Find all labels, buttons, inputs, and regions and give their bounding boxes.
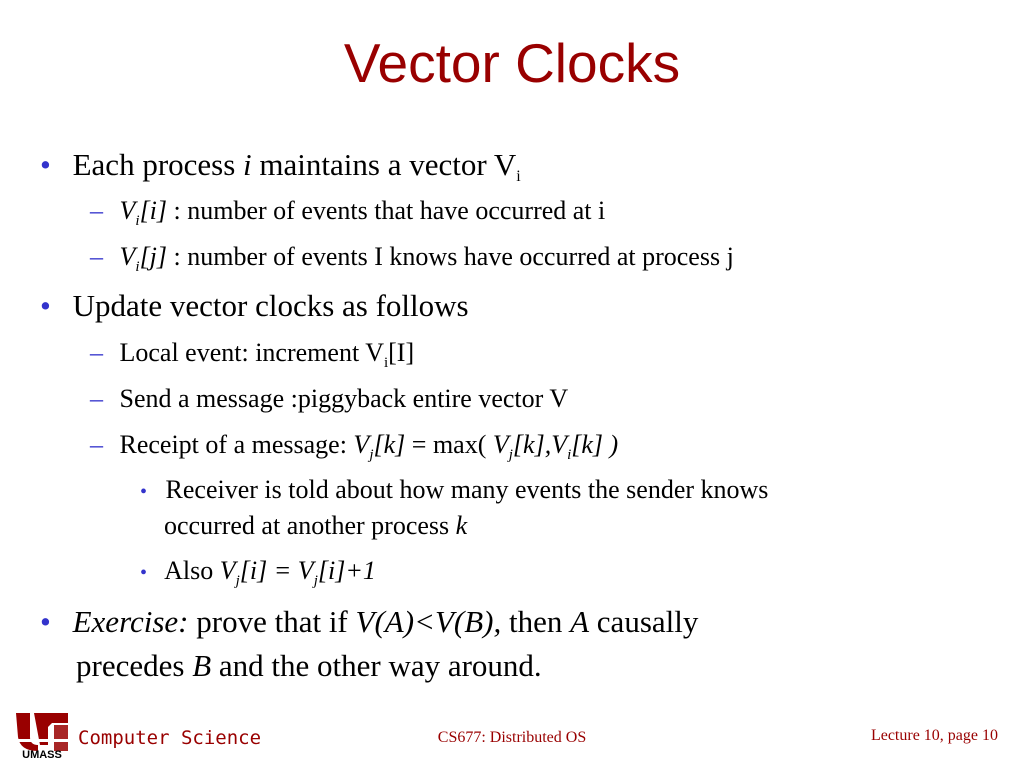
note-2-text: Also bbox=[164, 556, 220, 585]
bullet-1-sub-1-text: : number of events that have occurred at i bbox=[167, 196, 606, 225]
bullet-2-sub-2-text: Send a message :piggyback entire vector V bbox=[119, 384, 569, 413]
var-index: [k] ) bbox=[571, 430, 619, 459]
bullet-2-sub-3-note-1-cont bbox=[164, 510, 467, 542]
bullet-2-sub-3-note-2 bbox=[140, 555, 376, 589]
var-sub: i bbox=[383, 355, 389, 371]
bullet-marker: • bbox=[40, 288, 51, 323]
var-sub: j bbox=[508, 447, 513, 463]
bullet-marker: • bbox=[140, 481, 148, 503]
var-sub: j bbox=[235, 573, 240, 589]
bullet-3-text-a: prove that if bbox=[188, 604, 356, 639]
note-1-line-2: occurred at another process bbox=[164, 511, 456, 540]
dash-marker: – bbox=[90, 430, 103, 459]
bullet-2-sub-2 bbox=[90, 383, 569, 415]
bullet-1-i: i bbox=[243, 147, 252, 182]
bullet-2-sub-1-tail: [I] bbox=[388, 338, 415, 367]
department-label: Computer Science bbox=[78, 727, 262, 749]
bullet-1-sub: i bbox=[516, 168, 521, 185]
bullet-1-sub-2-text: : number of events I knows have occurred at process j bbox=[167, 242, 734, 271]
bullet-2-sub-1 bbox=[90, 337, 415, 371]
bullet-3-condition: V(A)<V(B), bbox=[355, 604, 502, 639]
bullet-3 bbox=[40, 603, 699, 641]
bullet-marker: • bbox=[40, 604, 51, 639]
bullet-3-cont bbox=[76, 647, 542, 685]
note-1-line-1: Receiver is told about how many events the sender knows bbox=[165, 475, 769, 504]
var-sub: i bbox=[135, 213, 140, 229]
max-fn: max( bbox=[426, 430, 493, 459]
var-sub: i bbox=[567, 447, 572, 463]
bullet-2-sub-1-text: Local event: increment V bbox=[119, 338, 384, 367]
var-v: V bbox=[353, 430, 370, 459]
logo-text: UMASS bbox=[22, 749, 62, 761]
var-index: [k], bbox=[512, 430, 552, 459]
bullet-2-sub-3-text: Receipt of a message: bbox=[119, 430, 354, 459]
bullet-1-text-b: maintains a vector V bbox=[251, 147, 517, 182]
dash-marker: – bbox=[90, 242, 103, 271]
var-sub: j bbox=[313, 573, 318, 589]
var-index: [j] bbox=[139, 242, 168, 271]
var-v: V bbox=[492, 430, 509, 459]
bullet-marker: • bbox=[140, 562, 148, 584]
var-sub: i bbox=[135, 259, 140, 275]
var-v: V bbox=[219, 556, 236, 585]
dash-marker: – bbox=[90, 338, 103, 367]
equals-sign: = bbox=[411, 430, 427, 459]
bullet-3-line-2-b: and the other way around. bbox=[211, 648, 542, 683]
var-index: [i] bbox=[139, 196, 168, 225]
var-index: [k] bbox=[373, 430, 412, 459]
bullet-marker: • bbox=[40, 147, 51, 182]
bullet-1 bbox=[40, 146, 521, 185]
var-v: V bbox=[119, 196, 136, 225]
var-index: [i]+1 bbox=[317, 556, 376, 585]
bullet-1-text-a: Each process bbox=[72, 147, 244, 182]
var-v: V bbox=[297, 556, 314, 585]
bullet-1-sub-2 bbox=[90, 241, 734, 275]
bullet-3-text-b: then bbox=[501, 604, 571, 639]
page-number: Lecture 10, page 10 bbox=[870, 727, 998, 744]
var-v: V bbox=[551, 430, 568, 459]
var-v: V bbox=[119, 242, 136, 271]
slide-footer bbox=[0, 705, 1024, 768]
var-k: k bbox=[455, 511, 468, 540]
dash-marker: – bbox=[90, 384, 103, 413]
bullet-2 bbox=[40, 287, 469, 325]
slide-title: Vector Clocks bbox=[343, 32, 681, 94]
bullet-2-sub-3 bbox=[90, 429, 619, 463]
bullet-2-sub-3-note-1 bbox=[140, 474, 769, 508]
var-a: A bbox=[570, 604, 590, 639]
bullet-3-line-2-a: precedes bbox=[76, 648, 193, 683]
bullet-1-sub-1 bbox=[90, 195, 606, 229]
bullet-3-text-c: causally bbox=[589, 604, 699, 639]
bullet-2-text: Update vector clocks as follows bbox=[72, 288, 469, 323]
var-index: [i] = bbox=[239, 556, 298, 585]
course-label: CS677: Distributed OS bbox=[437, 729, 587, 746]
var-sub: j bbox=[369, 447, 374, 463]
dash-marker: – bbox=[90, 196, 103, 225]
var-b: B bbox=[192, 648, 212, 683]
exercise-label: Exercise: bbox=[72, 604, 189, 639]
